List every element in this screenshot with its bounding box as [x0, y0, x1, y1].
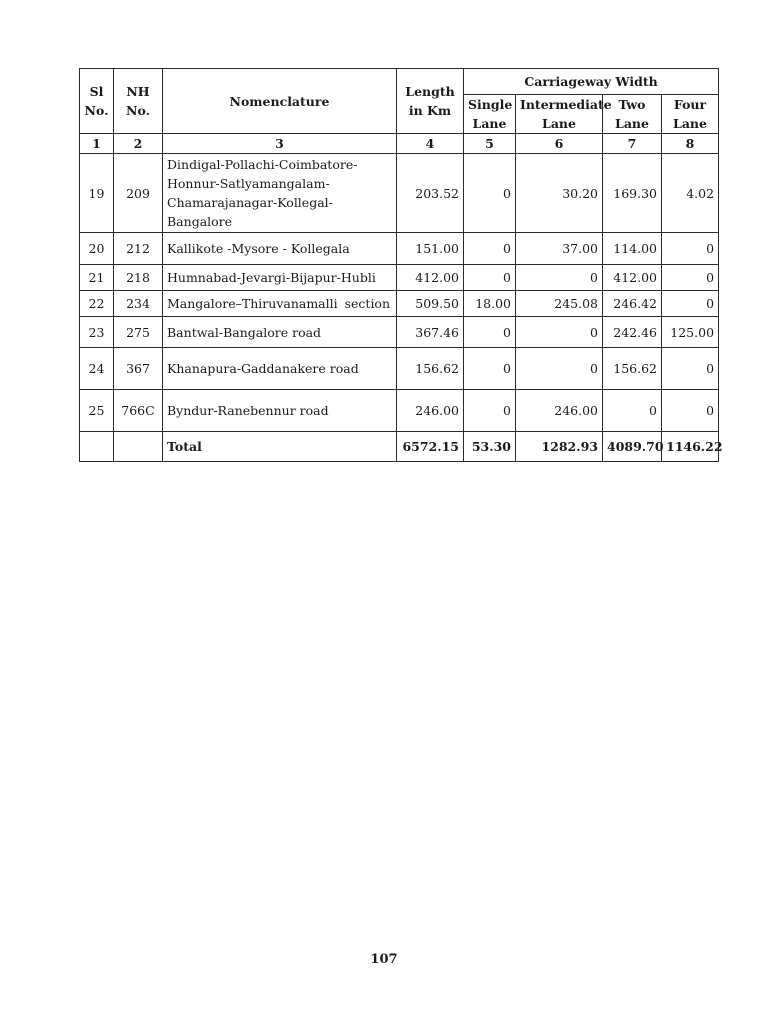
cell-intermediate-lane: 245.08 — [516, 291, 603, 317]
cell-single-lane: 0 — [464, 154, 516, 233]
cell-nh-no: 212 — [114, 233, 163, 265]
cell-nh-no: 367 — [114, 348, 163, 390]
cell-intermediate-lane: 30.20 — [516, 154, 603, 233]
cell-intermediate-lane: 246.00 — [516, 390, 603, 432]
cell-four-lane: 0 — [662, 265, 719, 291]
cell-length: 151.00 — [397, 233, 464, 265]
cell-nomenclature: Kallikote -Mysore - Kollegala — [163, 233, 397, 265]
column-number: 6 — [516, 134, 603, 154]
cell-two-lane: 169.30 — [603, 154, 662, 233]
cell-sl-no: 20 — [80, 233, 114, 265]
column-number: 5 — [464, 134, 516, 154]
column-number: 2 — [114, 134, 163, 154]
cell-intermediate-lane: 0 — [516, 348, 603, 390]
cell-single-lane: 18.00 — [464, 291, 516, 317]
cell-nomenclature: Bantwal-Bangalore road — [163, 317, 397, 348]
cell-nomenclature: Khanapura-Gaddanakere road — [163, 348, 397, 390]
cell-length: 412.00 — [397, 265, 464, 291]
column-number: 8 — [662, 134, 719, 154]
column-number: 7 — [603, 134, 662, 154]
cell-empty — [80, 432, 114, 462]
cell-nh-no: 234 — [114, 291, 163, 317]
cell-nomenclature: Byndur-Ranebennur road — [163, 390, 397, 432]
cell-sl-no: 24 — [80, 348, 114, 390]
header-length: Length in Km — [397, 69, 464, 134]
cell-single-lane: 0 — [464, 233, 516, 265]
header-single-lane: Single Lane — [464, 95, 516, 134]
total-single-lane: 53.30 — [464, 432, 516, 462]
cell-nh-no: 218 — [114, 265, 163, 291]
total-two-lane: 4089.70 — [603, 432, 662, 462]
cell-four-lane: 0 — [662, 390, 719, 432]
table-row — [80, 390, 719, 432]
header-intermediate-lane: Intermediate Lane — [516, 95, 603, 134]
cell-nomenclature: Humnabad-Jevargi-Bijapur-Hubli — [163, 265, 397, 291]
column-number: 3 — [163, 134, 397, 154]
cell-length: 367.46 — [397, 317, 464, 348]
cell-four-lane: 4.02 — [662, 154, 719, 233]
table-row — [80, 233, 719, 265]
cell-intermediate-lane: 0 — [516, 317, 603, 348]
cell-four-lane: 0 — [662, 291, 719, 317]
cell-two-lane: 412.00 — [603, 265, 662, 291]
column-number-row — [80, 134, 719, 154]
cell-two-lane: 246.42 — [603, 291, 662, 317]
cell-single-lane: 0 — [464, 317, 516, 348]
total-label: Total — [163, 432, 397, 462]
cell-two-lane: 114.00 — [603, 233, 662, 265]
header-sl-no: Sl No. — [80, 69, 114, 134]
header-carriageway-width: Carriageway Width — [464, 69, 719, 95]
cell-two-lane: 0 — [603, 390, 662, 432]
cell-intermediate-lane: 37.00 — [516, 233, 603, 265]
header-nomenclature: Nomenclature — [163, 69, 397, 134]
cell-sl-no: 22 — [80, 291, 114, 317]
cell-sl-no: 25 — [80, 390, 114, 432]
cell-length: 156.62 — [397, 348, 464, 390]
cell-empty — [114, 432, 163, 462]
column-number: 1 — [80, 134, 114, 154]
table-row — [80, 317, 719, 348]
cell-nomenclature: Mangalore–Thiruvanamalli section — [163, 291, 397, 317]
cell-two-lane: 156.62 — [603, 348, 662, 390]
total-four-lane: 1146.22 — [662, 432, 719, 462]
cell-intermediate-lane: 0 — [516, 265, 603, 291]
table-row — [80, 291, 719, 317]
total-intermediate-lane: 1282.93 — [516, 432, 603, 462]
header-two-lane: Two Lane — [603, 95, 662, 134]
cell-single-lane: 0 — [464, 265, 516, 291]
cell-sl-no: 21 — [80, 265, 114, 291]
cell-sl-no: 23 — [80, 317, 114, 348]
cell-four-lane: 125.00 — [662, 317, 719, 348]
cell-nh-no: 766C — [114, 390, 163, 432]
cell-single-lane: 0 — [464, 348, 516, 390]
header-nh-no: NH No. — [114, 69, 163, 134]
page-number: 107 — [370, 952, 398, 967]
cell-nh-no: 275 — [114, 317, 163, 348]
table-row — [80, 154, 719, 233]
cell-four-lane: 0 — [662, 348, 719, 390]
national-highways-table — [79, 68, 723, 462]
header-four-lane: Four Lane — [662, 95, 719, 134]
column-number: 4 — [397, 134, 464, 154]
header-row-1 — [80, 69, 719, 95]
cell-two-lane: 242.46 — [603, 317, 662, 348]
table-row — [80, 348, 719, 390]
cell-length: 246.00 — [397, 390, 464, 432]
cell-nh-no: 209 — [114, 154, 163, 233]
cell-length: 203.52 — [397, 154, 464, 233]
cell-single-lane: 0 — [464, 390, 516, 432]
total-length: 6572.15 — [397, 432, 464, 462]
cell-sl-no: 19 — [80, 154, 114, 233]
cell-four-lane: 0 — [662, 233, 719, 265]
cell-length: 509.50 — [397, 291, 464, 317]
table-row — [80, 265, 719, 291]
cell-nomenclature: Dindigal-Pollachi-Coimbatore-Honnur-Satlyamangalam-Chamarajanagar-Kollegal-Bangalore — [163, 154, 397, 233]
total-row — [80, 432, 719, 462]
